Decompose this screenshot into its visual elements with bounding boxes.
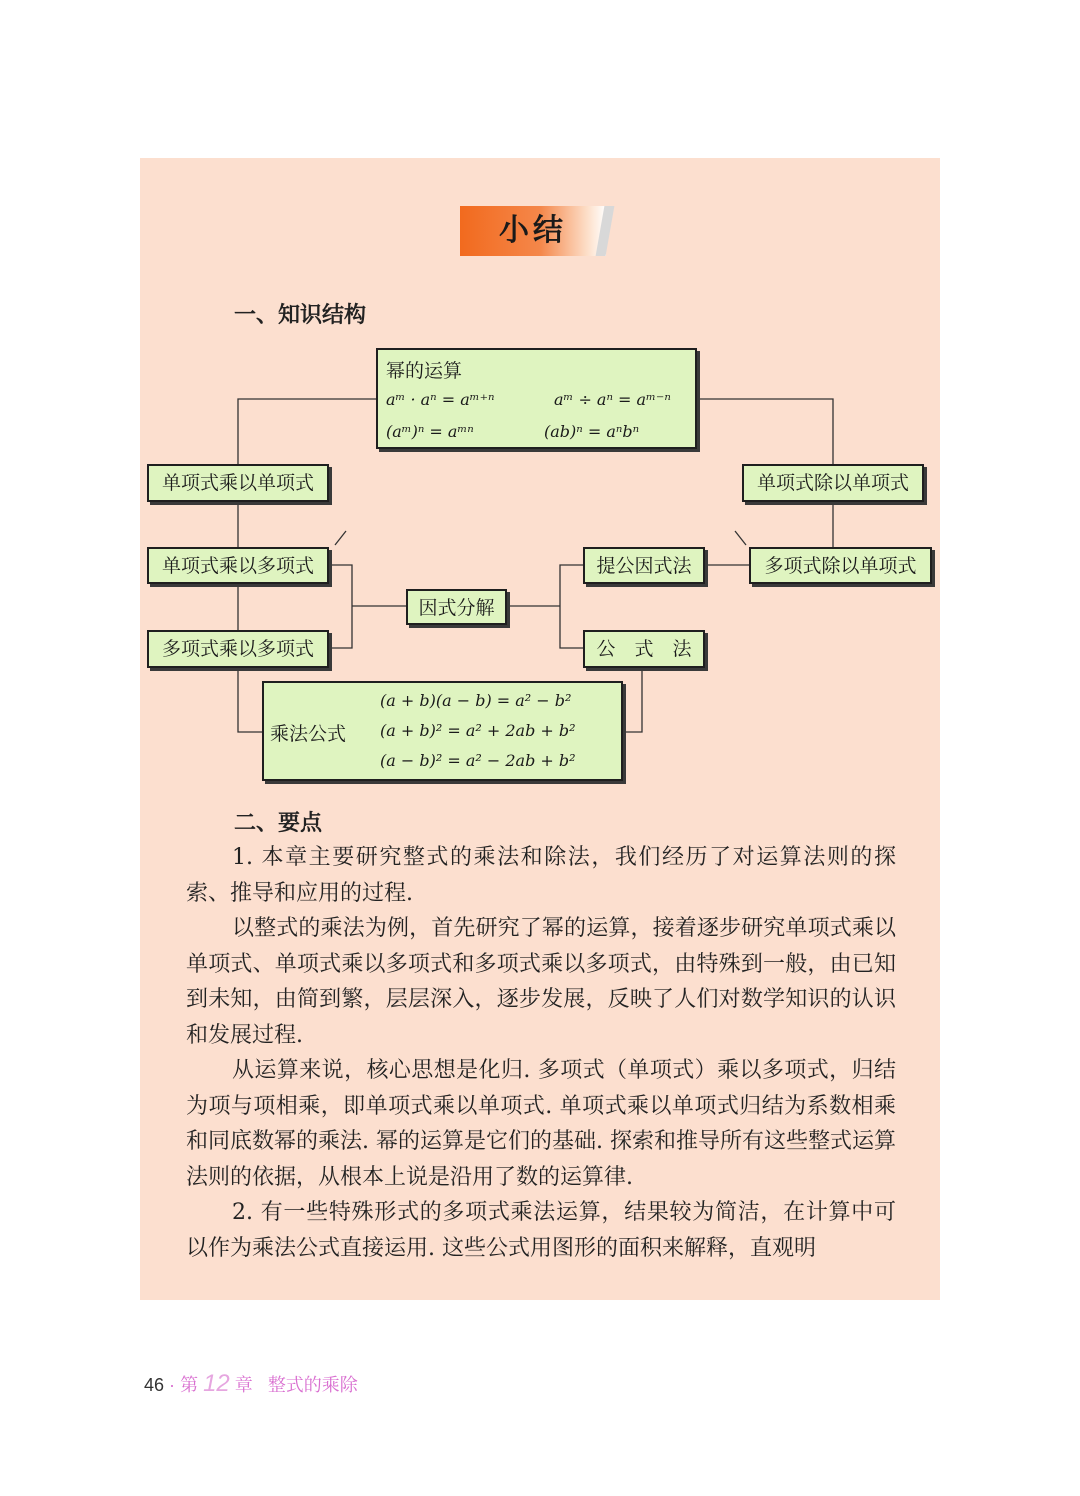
mult-formula-3: (a − b)² = a² − 2ab + b² [380, 751, 576, 770]
box-multiplication-formulas [262, 681, 623, 781]
box-formula-method: 公 式 法 [583, 630, 705, 668]
box-mono-times-poly: 单项式乘以多项式 [147, 547, 329, 584]
power-ops-title: 幂的运算 [386, 360, 463, 382]
box-mono-times-mono: 单项式乘以单项式 [147, 464, 329, 502]
page-number: 46 [144, 1375, 165, 1395]
footer-chapter-number: 12 [203, 1370, 230, 1397]
box-power-operations [376, 348, 697, 449]
paragraph-4: 2. 有一些特殊形式的多项式乘法运算，结果较为简洁，在计算中可以作为乘法公式直接运用. 这些公式用图形的面积来解释，直观明 [186, 1200, 896, 1261]
power-formula-1: aᵐ · aⁿ = aᵐ⁺ⁿ [386, 390, 495, 409]
mult-formula-2: (a + b)² = a² + 2ab + b² [380, 721, 576, 740]
box-poly-times-poly: 多项式乘以多项式 [147, 630, 329, 668]
power-formula-3: (aᵐ)ⁿ = aᵐⁿ [386, 422, 474, 441]
box-mono-div-mono: 单项式除以单项式 [742, 464, 924, 502]
mult-formula-1: (a + b)(a − b) = a² − b² [380, 691, 572, 710]
section-heading-knowledge: 一、知识结构 [234, 302, 367, 328]
footer-dot: · [169, 1375, 176, 1395]
page-title: 小结 [499, 213, 567, 248]
footer-chapter-title: 整式的乘除 [267, 1375, 358, 1395]
footer-chapter-suffix: 章 [234, 1375, 253, 1395]
title-banner [460, 206, 618, 256]
section-heading-keypoints: 二、要点 [234, 810, 323, 836]
box-common-factor: 提公因式法 [583, 547, 705, 584]
footer-chapter-prefix: 第 [180, 1375, 199, 1395]
page-footer [144, 1370, 358, 1398]
box-poly-div-mono: 多项式除以单项式 [749, 547, 932, 584]
power-formula-2: aᵐ ÷ aⁿ = aᵐ⁻ⁿ [554, 390, 671, 409]
paragraph-2: 以整式的乘法为例，首先研究了幂的运算，接着逐步研究单项式乘以单项式、单项式乘以多项式和多项式乘以多项式，由特殊到一般，由已知到未知，由简到繁，层层深入，逐步发展，反映了人们对数学知识的认识和发展过程. [186, 916, 896, 1048]
box-factorization: 因式分解 [406, 589, 507, 625]
mult-formulas-label: 乘法公式 [270, 723, 347, 745]
paragraph-1: 1. 本章主要研究整式的乘法和除法，我们经历了对运算法则的探索、推导和应用的过程. [186, 845, 896, 906]
paragraph-3: 从运算来说，核心思想是化归. 多项式（单项式）乘以多项式，归结为项与项相乘，即单项式乘以单项式. 单项式乘以单项式归结为系数相乘和同底数幂的乘法. 幂的运算是它们的基础. 探索和推导所有这些整式运算法则的依据，从根本上说是沿用了数的运算律. [186, 1058, 896, 1190]
power-formula-4: (ab)ⁿ = aⁿbⁿ [544, 422, 640, 441]
